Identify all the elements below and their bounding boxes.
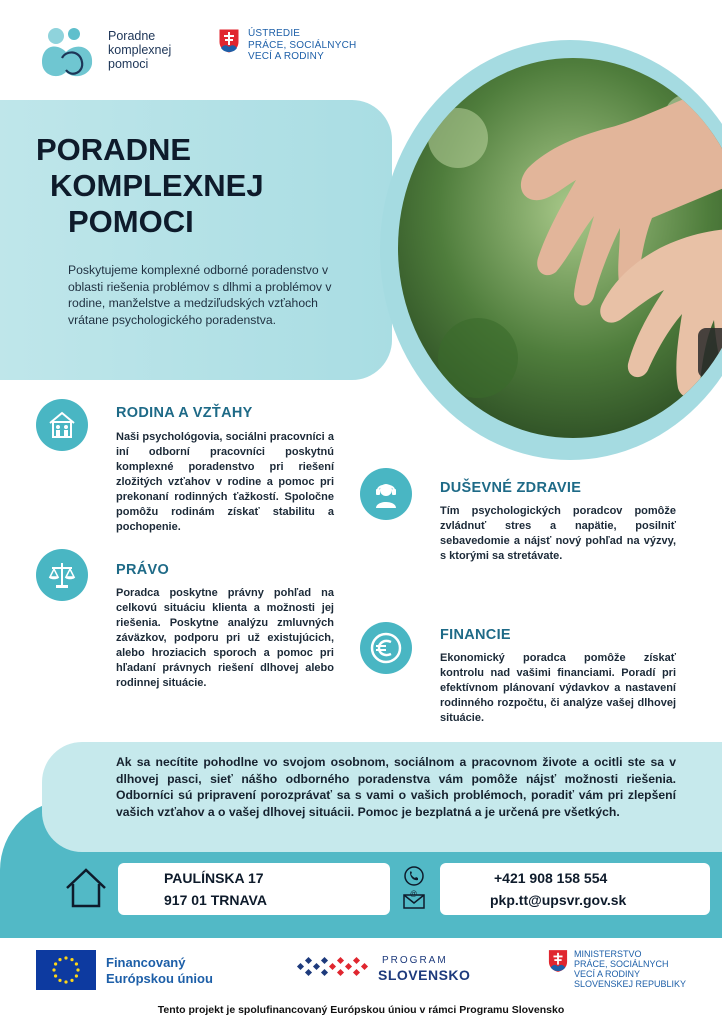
service-title-dusevne-zdravie: DUŠEVNÉ ZDRAVIE — [440, 480, 582, 496]
headset-person-icon — [360, 468, 412, 520]
email-address[interactable]: pkp.tt@upsvr.gov.sk — [490, 892, 627, 908]
service-text-pravo: Poradca poskytne právny pohľad na celkovú situáciu klienta a možnosti jej riešenia. Poskytne analýzu zmluvných záväzkov, podporu pri už existujúcich, alebo hroziacich sporoch a pomoc pri hľadaní právnych riešení dlhovej alebo rodinnej situácie. — [116, 587, 334, 689]
eu-funding-text: Financovaný Európskou úniou — [106, 955, 213, 986]
scales-icon — [36, 549, 88, 601]
email-icon — [402, 890, 426, 910]
program-slovensko-logo-icon — [296, 952, 374, 982]
address-city: 917 01 TRNAVA — [164, 892, 267, 908]
address-box — [118, 863, 390, 915]
phone-number[interactable]: +421 908 158 554 — [494, 870, 608, 886]
service-title-financie: FINANCIE — [440, 627, 511, 643]
program-label: PROGRAM — [382, 955, 448, 966]
euro-icon — [360, 622, 412, 674]
program-name: SLOVENSKO — [378, 967, 471, 983]
contact-box — [440, 863, 710, 915]
help-paragraph: Ak sa necítite pohodlne vo svojom osobnom, sociálnom a pracovnom živote a ocitli ste sa v dlhovej pasci, sieť nášho odborného poradenstva vám pomôže nájsť možnosti riešenia. Odborníci sú pripravení porozprávať sa s vami o vašich problémoch, poradiť vám pri zlepšení vašich vzťahov a o vašej dlhovej situácii. Pomoc je bezplatná a je určená pre všetkých. — [116, 755, 676, 819]
eu-flag-icon — [36, 950, 96, 990]
intro-paragraph: Poskytujeme komplexné odborné poradenstvo v oblasti riešenia problémov s dlhmi a problémov v rodine, manželstve a medziľudských vzťahoch vrátane psychologického poradenstva. — [68, 263, 332, 327]
slovak-coat-of-arms-icon — [218, 28, 240, 54]
ministry-footer-logo: MINISTERSTVO PRÁCE, SOCIÁLNYCH VECÍ A RODINY SLOVENSKEJ REPUBLIKY — [548, 949, 686, 989]
home-icon — [64, 866, 108, 910]
service-text-financie: Ekonomický poradca pomôže získať kontrolu nad vašimi financiami. Poradí pri efektívnom plánovaní výdavkov a nastavení rodinného rozpočtu, či analýze vašej dlhovej situácie. — [440, 652, 676, 724]
service-text-dusevne-zdravie: Tím psychologických poradcov pomôže zvládnuť stres a napätie, posilniť sebavedomie a nájsť nový pohľad na výzvy, s ktorými sa stretávate. — [440, 505, 676, 562]
svg-text:@: @ — [410, 891, 418, 898]
service-title-pravo: PRÁVO — [116, 562, 170, 578]
service-title-rodina: RODINA A VZŤAHY — [116, 405, 253, 421]
service-text-rodina: Naši psychológovia, sociálni pracovníci a iní odborní pracovníci poskytnú komplexné poradenstvo pri riešení zložitých vzťahov v rodine a pomoc pri prekonaní rodinných ťažkostí. Spoločne pomôžu rodinám získať stabilitu a pochopenie. — [116, 431, 334, 533]
page-title: PORADNE KOMPLEXNEJ POMOCI — [36, 132, 264, 239]
poradne-logo-icon — [36, 22, 100, 82]
phone-icon — [402, 866, 426, 886]
family-house-icon — [36, 399, 88, 451]
cofunding-footnote: Tento projekt je spolufinancovaný Európskou úniou v rámci Programu Slovensko — [157, 1004, 565, 1016]
slovak-coat-of-arms-icon — [548, 949, 568, 973]
poradne-logo-text: Poradne komplexnej pomoci — [108, 29, 172, 71]
address-street: PAULÍNSKA 17 — [164, 870, 264, 886]
ministry-logo: ÚSTREDIE PRÁCE, SOCIÁLNYCH VECÍ A RODINY — [218, 28, 356, 63]
